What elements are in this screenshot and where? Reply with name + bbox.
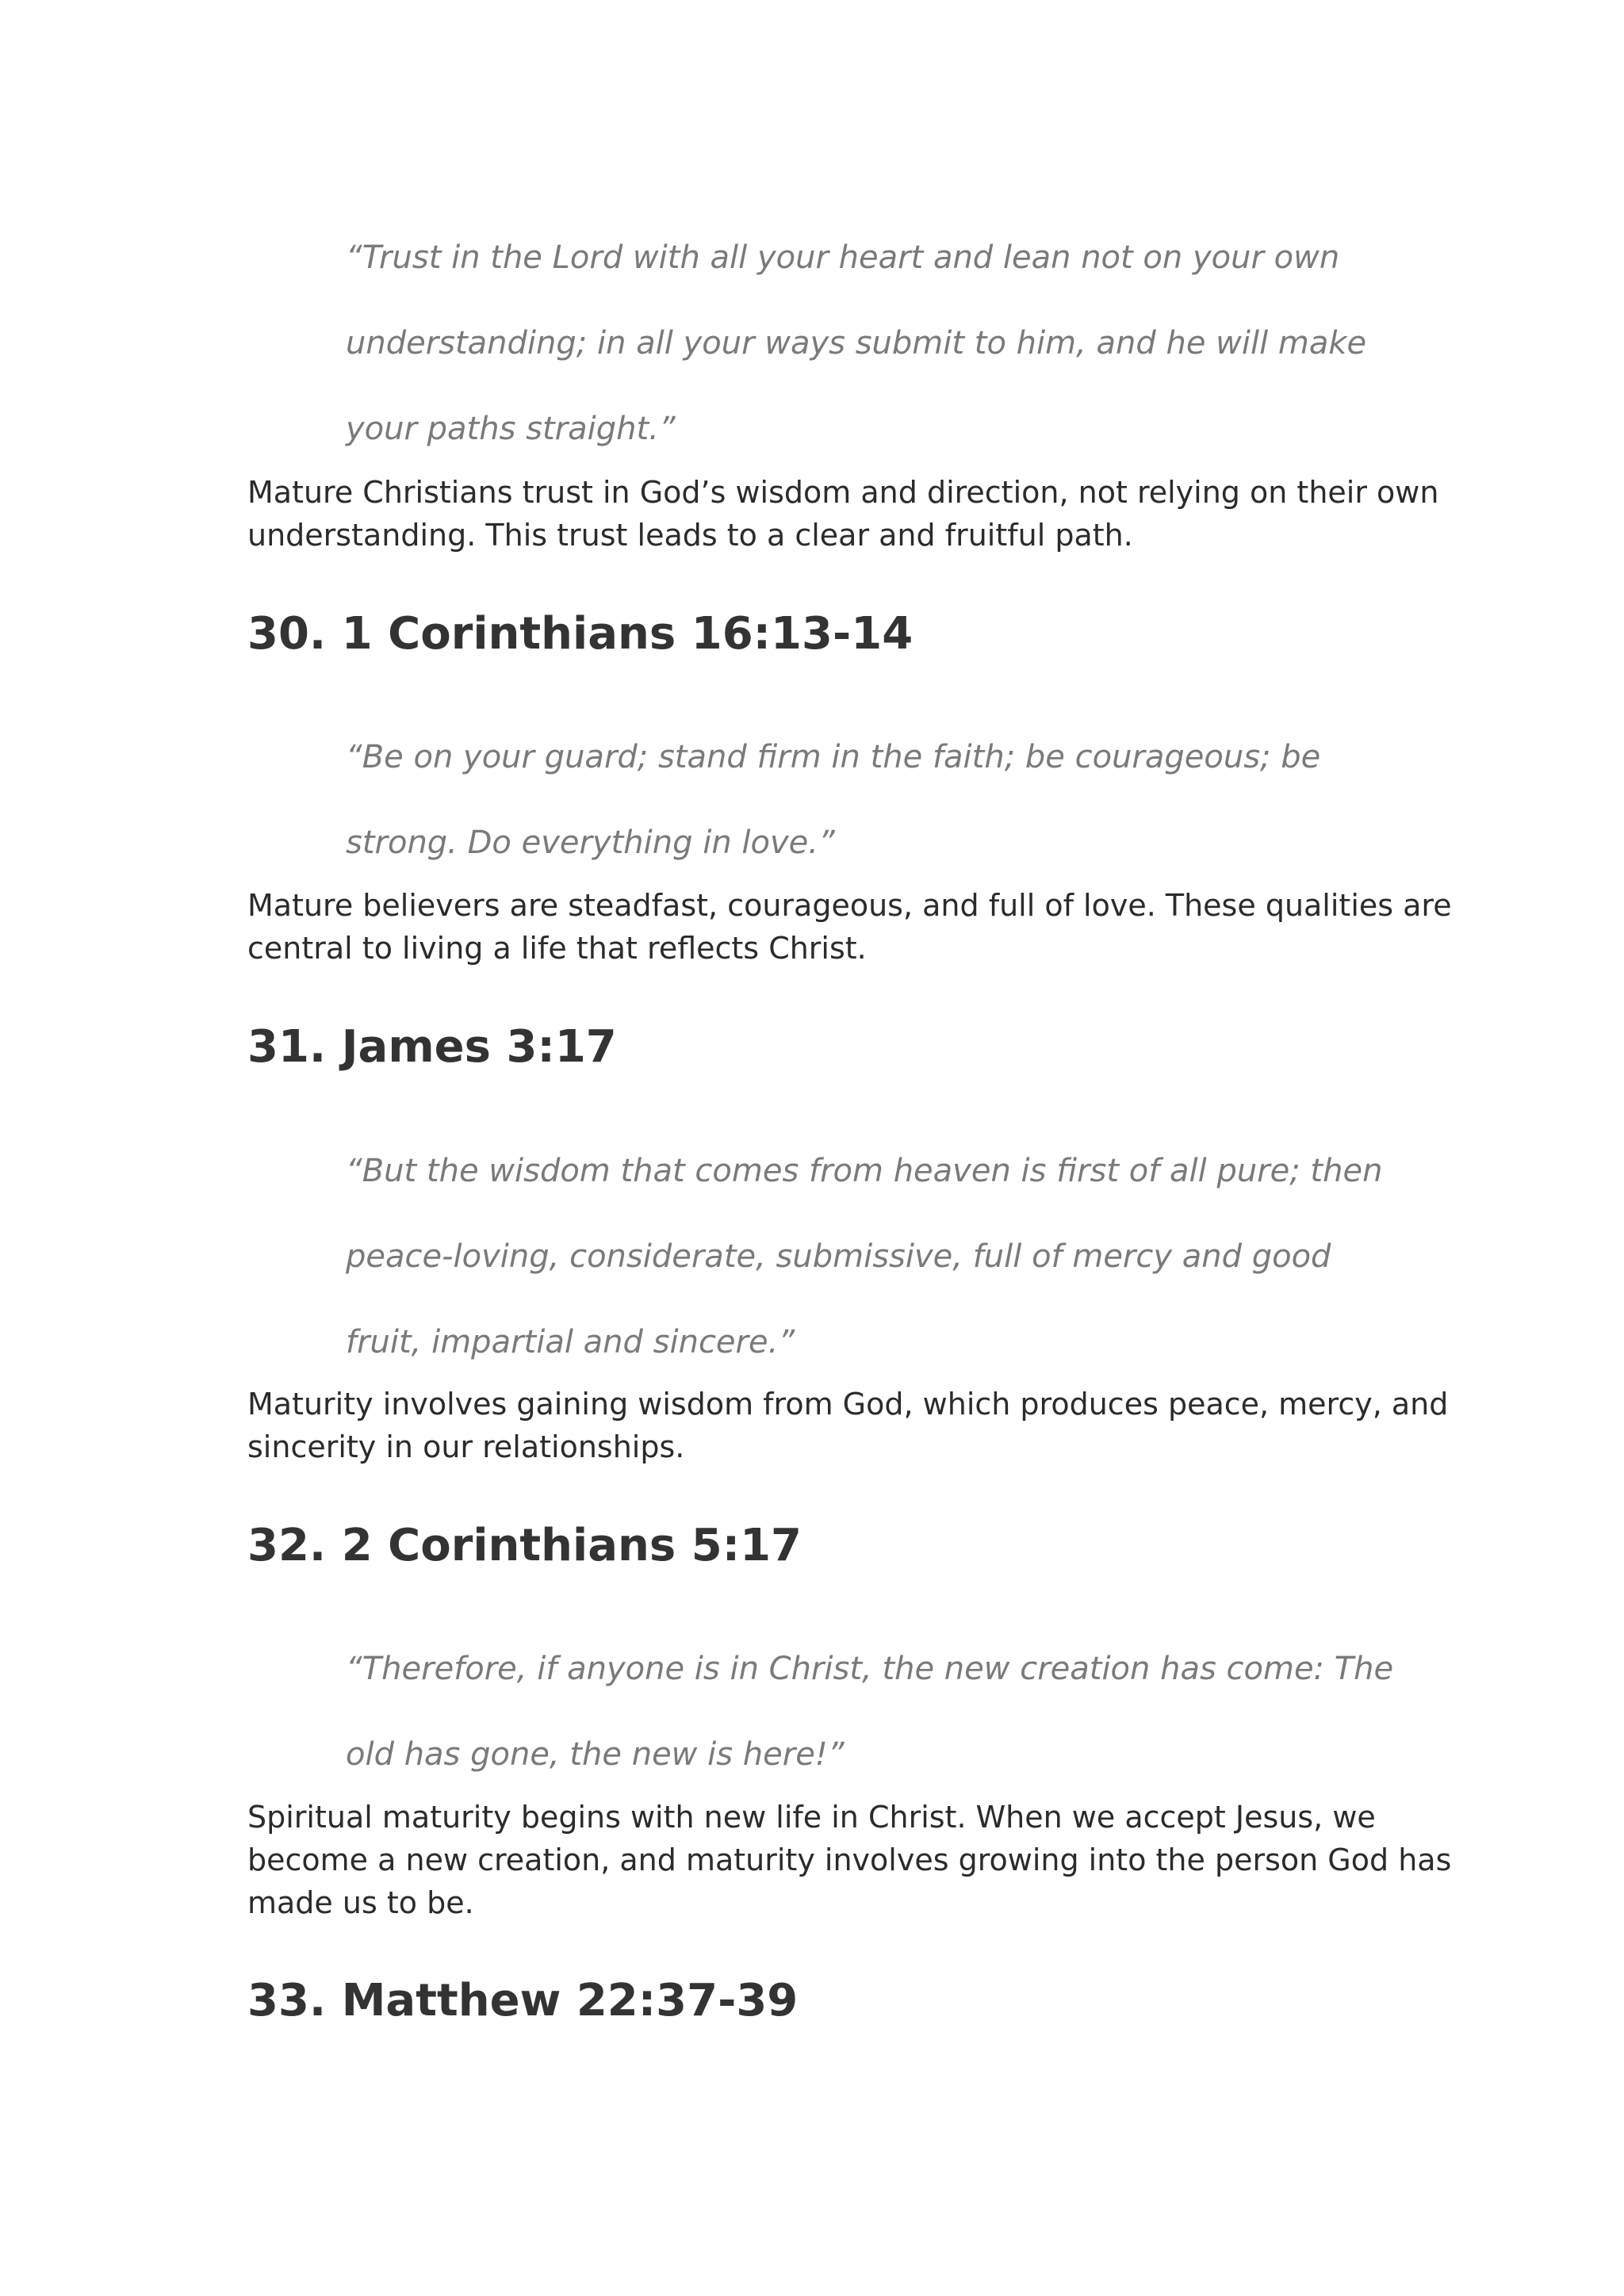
paragraph-line: Mature believers are steadfast, courageous, and full of love. These qualities are (247, 888, 1452, 923)
quote-line: strong. Do everything in love.” (346, 825, 835, 861)
scripture-quote (346, 215, 1377, 472)
paragraph-line: sincerity in our relationships. (247, 1429, 685, 1464)
paragraph-line: understanding. This trust leads to a clear and fruitful path. (247, 518, 1133, 553)
section-heading: 33. Matthew 22:37-39 (247, 1975, 799, 2026)
quote-line: understanding; in all your ways submit to him, and he will make (346, 325, 1367, 362)
paragraph-line: Maturity involves gaining wisdom from God, which produces peace, mercy, and (247, 1387, 1449, 1422)
commentary-paragraph (247, 884, 1452, 970)
quote-line: fruit, impartial and sincere.” (346, 1324, 795, 1360)
section-heading: 32. 2 Corinthians 5:17 (247, 1520, 802, 1571)
paragraph-line: made us to be. (247, 1885, 474, 1920)
commentary-paragraph (247, 1383, 1449, 1468)
paragraph-line: Mature Christians trust in God’s wisdom and direction, not relying on their own (247, 475, 1439, 510)
commentary-paragraph (247, 1796, 1452, 1924)
paragraph-line: central to living a life that reflects Christ. (247, 931, 867, 966)
section-heading: 31. James 3:17 (247, 1021, 617, 1073)
quote-line: “Trust in the Lord with all your heart and lean not on your own (346, 239, 1340, 276)
scripture-quote (346, 1626, 1394, 1797)
paragraph-line: Spiritual maturity begins with new life in Christ. When we accept Jesus, we (247, 1800, 1376, 1835)
commentary-paragraph (247, 471, 1439, 557)
scripture-quote (346, 714, 1377, 886)
quote-line: “But the wisdom that comes from heaven is first of all pure; then (346, 1153, 1383, 1189)
paragraph-line: become a new creation, and maturity involves growing into the person God has (247, 1843, 1452, 1877)
quote-line: your paths straight.” (346, 411, 676, 447)
scripture-quote (346, 1128, 1383, 1385)
quote-line: old has gone, the new is here!” (346, 1736, 845, 1773)
quote-line: “Be on your guard; stand firm in the faith; be courageous; be (346, 739, 1321, 775)
section-heading: 30. 1 Corinthians 16:13-14 (247, 608, 914, 660)
quote-line: peace-loving, considerate, submissive, full of mercy and good (346, 1238, 1331, 1275)
quote-line: “Therefore, if anyone is in Christ, the new creation has come: The (346, 1651, 1394, 1687)
